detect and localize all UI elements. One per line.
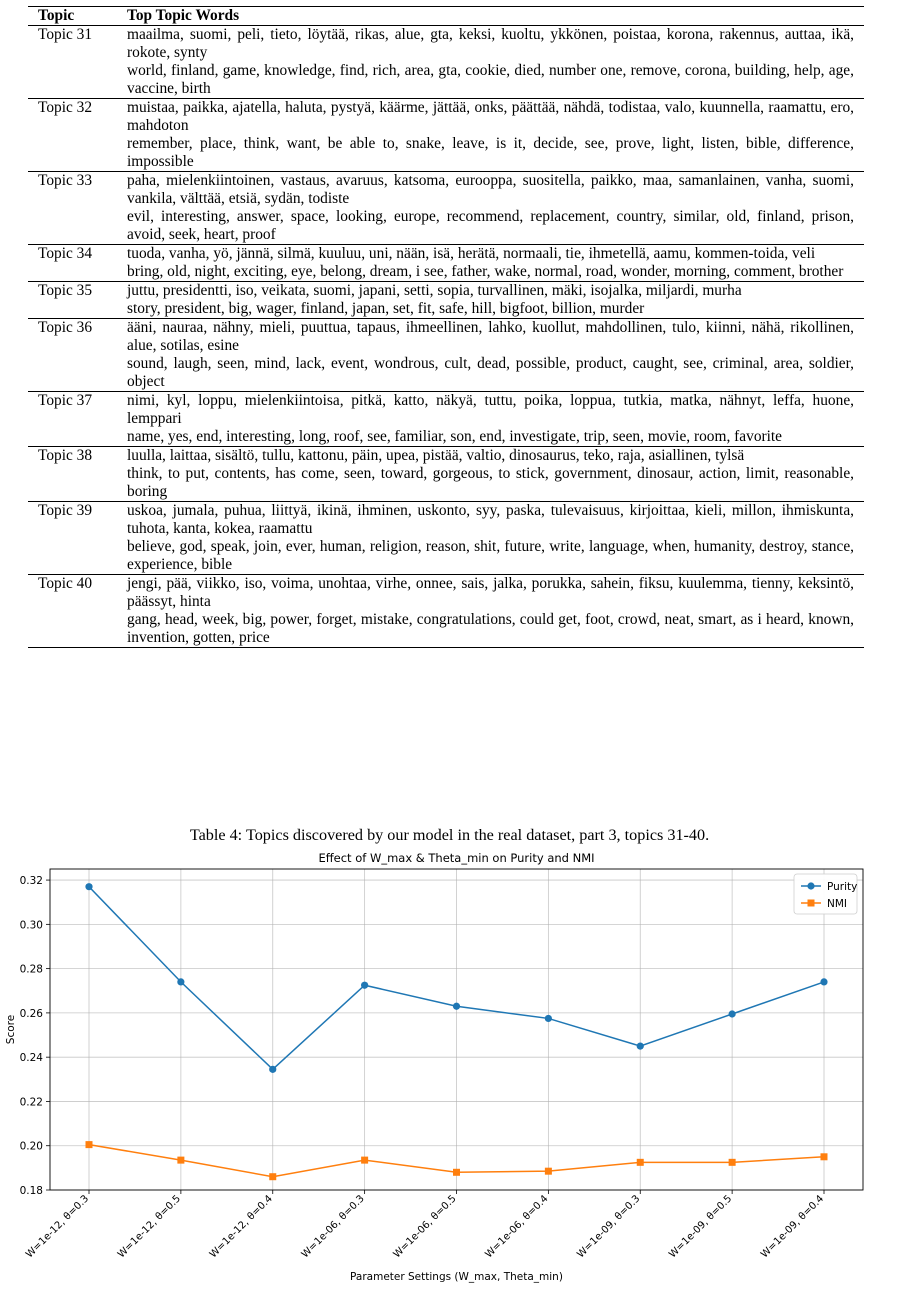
english-words: remember, place, think, want, be able to, snake, leave, is it, decide, see, prove, light, listen, bible, difference, impossible [127,135,854,170]
english-words: gang, head, week, big, power, forget, mistake, congratulations, could get, foot, crowd, neat, smart, as i heard, known, invention, gotten, price [127,611,854,646]
english-words: sound, laugh, seen, mind, lack, event, wondrous, cult, dead, possible, product, caught, see, criminal, area, soldier, object [127,355,854,390]
y-tick-label: 0.18 [19,1185,43,1197]
english-words: name, yes, end, interesting, long, roof, see, familiar, son, end, investigate, trip, seen, movie, room, favorite [127,428,783,445]
data-point-nmi [545,1168,552,1175]
topic-words [127,99,864,171]
finnish-words: muistaa, paikka, ajatella, haluta, pystyä, käärme, jättää, onks, päättää, nähdä, todistaa, valo, kuunnella, raamattu, ero, mahdoton [127,99,854,134]
data-point-nmi [729,1159,736,1166]
table-header [28,7,864,26]
topic-label: Topic 35 [38,282,93,299]
topics-table [28,6,864,648]
data-point-purity [545,1015,552,1022]
topic-words [127,447,864,501]
finnish-words: jengi, pää, viikko, iso, voima, unohtaa, virhe, onnee, sais, jalka, porukka, sahein, fiksu, kuulemma, tienny, keksintö, päässyt, hinta [127,575,854,610]
y-tick-label: 0.22 [19,1096,43,1109]
finnish-words: ääni, nauraa, nähny, mieli, puuttua, tapaus, ihmeellinen, lahko, kuollut, mahdollinen, tulo, kiinni, nähä, rikollinen, alue, sotilas, esine [127,319,854,354]
x-tick-label: W=1e-09, θ=0.5 [667,1193,735,1261]
data-point-purity [637,1043,644,1050]
data-point-nmi [269,1173,276,1180]
topic-words [127,245,864,281]
data-point-purity [85,883,92,890]
data-point-nmi [177,1157,184,1164]
topic-label: Topic 34 [38,245,93,262]
data-point-purity [453,1003,460,1010]
data-point-purity [269,1066,276,1073]
data-point-purity [820,978,827,985]
line-chart [0,842,899,1290]
topic-words [127,392,864,446]
topic-label: Topic 36 [38,319,93,336]
x-tick-label: W=1e-09, θ=0.3 [575,1193,643,1261]
finnish-words: paha, mielenkiintoinen, vastaus, avaruus, katsoma, eurooppa, suositella, paikko, maa, samanlainen, vanha, suomi, vankila, välttää, etsiä, sydän, todiste [127,172,854,207]
data-point-purity [361,982,368,989]
x-tick-label: W=1e-09, θ=0.4 [759,1193,827,1261]
topic-words [127,502,864,574]
x-tick-label: W=1e-06, θ=0.5 [391,1193,459,1261]
topic-label: Topic 32 [38,99,93,116]
topic-label: Topic 39 [38,502,93,519]
topic-words [127,575,864,647]
table-caption: Table 4: Topics discovered by our model in the real dataset, part 3, topics 31-40. [189,826,710,844]
english-words: evil, interesting, answer, space, looking, europe, recommend, replacement, country, similar, old, finland, prison, avoid, seek, heart, proof [127,208,854,243]
topic-label: Topic 37 [38,392,93,409]
y-tick-label: 0.28 [19,963,43,976]
finnish-words: tuoda, vanha, yö, jännä, silmä, kuuluu, uni, nään, isä, herätä, normaali, tie, ihmetellä, aamu, kommen-toida, veli [127,245,816,262]
legend-marker-nmi [808,900,815,907]
header-topic: Topic [38,7,75,24]
table-row [28,446,864,501]
y-tick-label: 0.32 [19,875,43,888]
legend-label-nmi: NMI [827,898,848,910]
table-row [28,26,864,98]
data-point-nmi [361,1157,368,1164]
chart-title: Effect of W_max & Theta_min on Purity and NMI [318,851,595,865]
x-tick-label: W=1e-12, θ=0.3 [24,1193,92,1261]
x-tick-label: W=1e-12, θ=0.5 [115,1193,183,1261]
table-row [28,501,864,574]
data-point-nmi [86,1141,93,1148]
legend-box [794,874,857,914]
y-tick-label: 0.24 [19,1052,43,1065]
finnish-words: nimi, kyl, loppu, mielenkiintoisa, pitkä, katto, näkyä, tuttu, poika, loppua, tutkia, matka, nähnyt, leffa, huone, lemppari [127,392,854,427]
topic-words [127,282,864,318]
topic-label: Topic 31 [38,26,93,43]
data-point-purity [729,1010,736,1017]
english-words: story, president, big, wager, finland, japan, set, fit, safe, hill, bigfoot, billion, murder [127,300,645,317]
table-row [28,244,864,281]
header-top-words: Top Topic Words [127,7,240,24]
english-words: think, to put, contents, has come, seen, toward, gorgeous, to stick, government, dinosaur, action, limit, reasonable, boring [127,465,854,500]
data-point-nmi [821,1153,828,1160]
topic-words [127,26,864,98]
table-row [28,98,864,171]
topic-label: Topic 33 [38,172,93,189]
finnish-words: luulla, laittaa, sisältö, tullu, kattonu, päin, upea, pistää, valtio, dinosaurus, teko, raja, asiallinen, tylsä [127,447,745,464]
table-row [28,391,864,446]
legend-marker-purity [807,882,814,889]
table-row [28,574,864,647]
english-words: believe, god, speak, join, ever, human, religion, reason, shit, future, write, language, when, humanity, destroy, stance, experience, bible [127,538,854,573]
english-words: world, finland, game, knowledge, find, rich, area, gta, cookie, died, number one, remove, corona, building, help, age, vaccine, birth [127,62,854,97]
y-tick-label: 0.30 [19,919,43,932]
x-axis-label: Parameter Settings (W_max, Theta_min) [350,1271,563,1283]
table-row [28,318,864,391]
finnish-words: uskoa, jumala, puhua, liittyä, ikinä, ihminen, uskonto, syy, paska, tulevaisuus, kirjoittaa, kieli, millon, ihmiskunta, tuhota, kanta, kokea, raamattu [127,502,854,537]
data-point-nmi [453,1169,460,1176]
finnish-words: maailma, suomi, peli, tieto, löytää, rikas, alue, gta, keksi, kuoltu, ykkönen, poistaa, korona, rakennus, auttaa, ikä, rokote, synty [127,26,854,61]
legend-label-purity: Purity [827,881,858,893]
x-tick-label: W=1e-06, θ=0.3 [299,1193,367,1261]
y-axis-label: Score [5,1014,17,1045]
topic-words [127,172,864,244]
x-tick-label: W=1e-12, θ=0.4 [207,1193,275,1261]
table-body [28,26,864,647]
topic-words [127,319,864,391]
y-tick-label: 0.26 [19,1007,43,1020]
data-point-purity [177,978,184,985]
table-row [28,171,864,244]
topic-label: Topic 40 [38,575,93,592]
english-words: bring, old, night, exciting, eye, belong, dream, i see, father, wake, normal, road, wonder, morning, comment, brother [127,263,844,280]
x-tick-label: W=1e-06, θ=0.4 [483,1193,551,1261]
data-point-nmi [637,1159,644,1166]
finnish-words: juttu, presidentti, iso, veikata, suomi, japani, setti, sopia, turvallinen, mäki, isojalka, miljardi, murha [127,282,742,299]
y-tick-label: 0.20 [19,1140,43,1153]
table-row [28,281,864,318]
topic-label: Topic 38 [38,447,93,464]
